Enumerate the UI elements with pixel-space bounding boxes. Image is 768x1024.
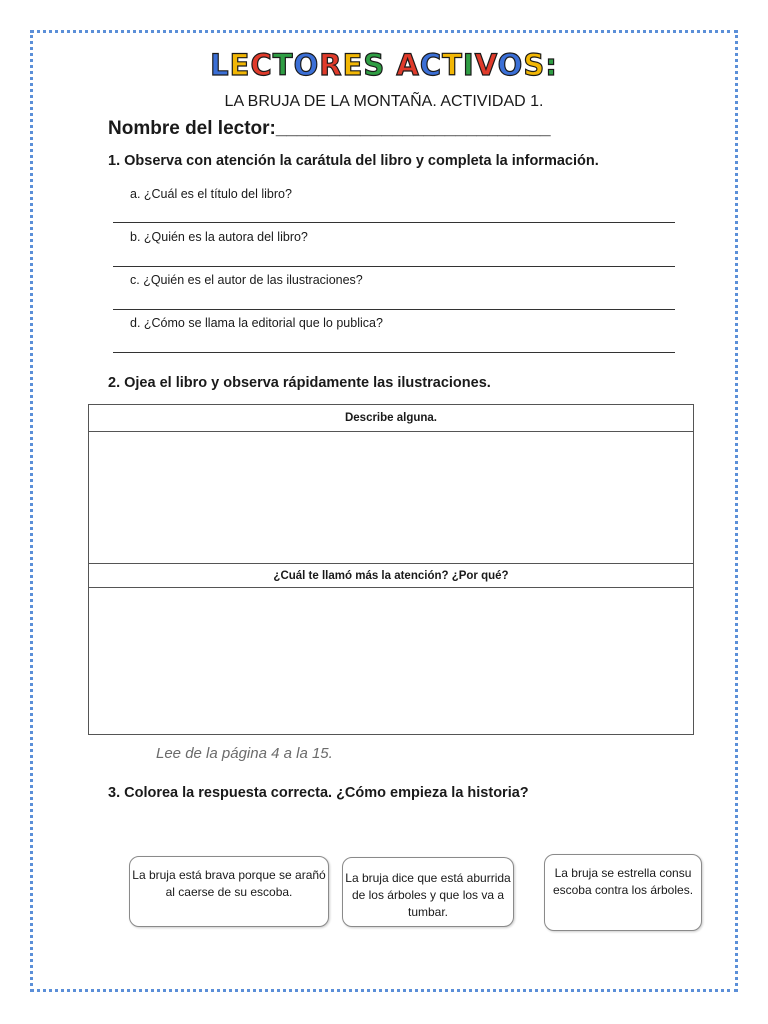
logo-letter xyxy=(385,48,396,82)
question-1c: c. ¿Quién es el autor de las ilustraciones? xyxy=(130,273,363,287)
table-header-attention: ¿Cuál te llamó más la atención? ¿Por qué? xyxy=(89,563,693,588)
answer-option-2[interactable]: La bruja dice que está aburrida de los árboles y que los va a tumbar. xyxy=(342,857,514,927)
logo-letter: L xyxy=(210,48,230,82)
logo-letter: T xyxy=(272,48,294,82)
worksheet-subtitle: LA BRUJA DE LA MONTAÑA. ACTIVIDAD 1. xyxy=(224,93,544,110)
describe-answer-area[interactable] xyxy=(89,432,693,563)
answer-line-1d[interactable] xyxy=(113,352,675,353)
table-header-describe: Describe alguna. xyxy=(89,405,693,432)
logo-letter: S xyxy=(523,48,546,82)
attention-answer-area[interactable] xyxy=(89,588,693,734)
question-3-title: 3. Colorea la respuesta correcta. ¿Cómo empieza la historia? xyxy=(108,785,529,801)
answer-line-1a[interactable] xyxy=(113,222,675,223)
illustrations-table xyxy=(88,404,694,735)
question-1b: b. ¿Quién es la autora del libro? xyxy=(130,230,308,244)
logo-letter: O xyxy=(293,48,320,82)
logo-letter: C xyxy=(419,48,443,82)
question-1-title: 1. Observa con atención la carátula del libro y completa la información. xyxy=(108,153,599,169)
logo-letter: A xyxy=(396,48,420,82)
answer-option-1[interactable]: La bruja está brava porque se arañó al caerse de su escoba. xyxy=(129,856,329,927)
reading-instruction: Lee de la página 4 a la 15. xyxy=(156,745,333,762)
question-1a: a. ¿Cuál es el título del libro? xyxy=(130,187,292,201)
answer-option-3[interactable]: La bruja se estrella consu escoba contra los árboles. xyxy=(544,854,702,931)
logo-letter: : xyxy=(545,48,558,82)
logo-letter: O xyxy=(497,48,524,82)
answer-line-1b[interactable] xyxy=(113,266,675,267)
question-2-title: 2. Ojea el libro y observa rápidamente las ilustraciones. xyxy=(108,375,491,391)
logo-letter: E xyxy=(229,48,251,82)
reader-name-field[interactable]: Nombre del lector:__________________________ xyxy=(108,118,551,139)
worksheet-logo-title xyxy=(0,48,768,82)
logo-letter: C xyxy=(250,48,273,82)
logo-letter: V xyxy=(474,48,498,82)
logo-letter: R xyxy=(319,48,343,82)
logo-letter: S xyxy=(363,48,386,82)
logo-letter: E xyxy=(342,48,364,82)
question-1d: d. ¿Cómo se llama la editorial que lo publica? xyxy=(130,316,383,330)
answer-line-1c[interactable] xyxy=(113,309,675,310)
logo-letter: T xyxy=(442,48,463,82)
logo-letter: I xyxy=(462,48,475,82)
